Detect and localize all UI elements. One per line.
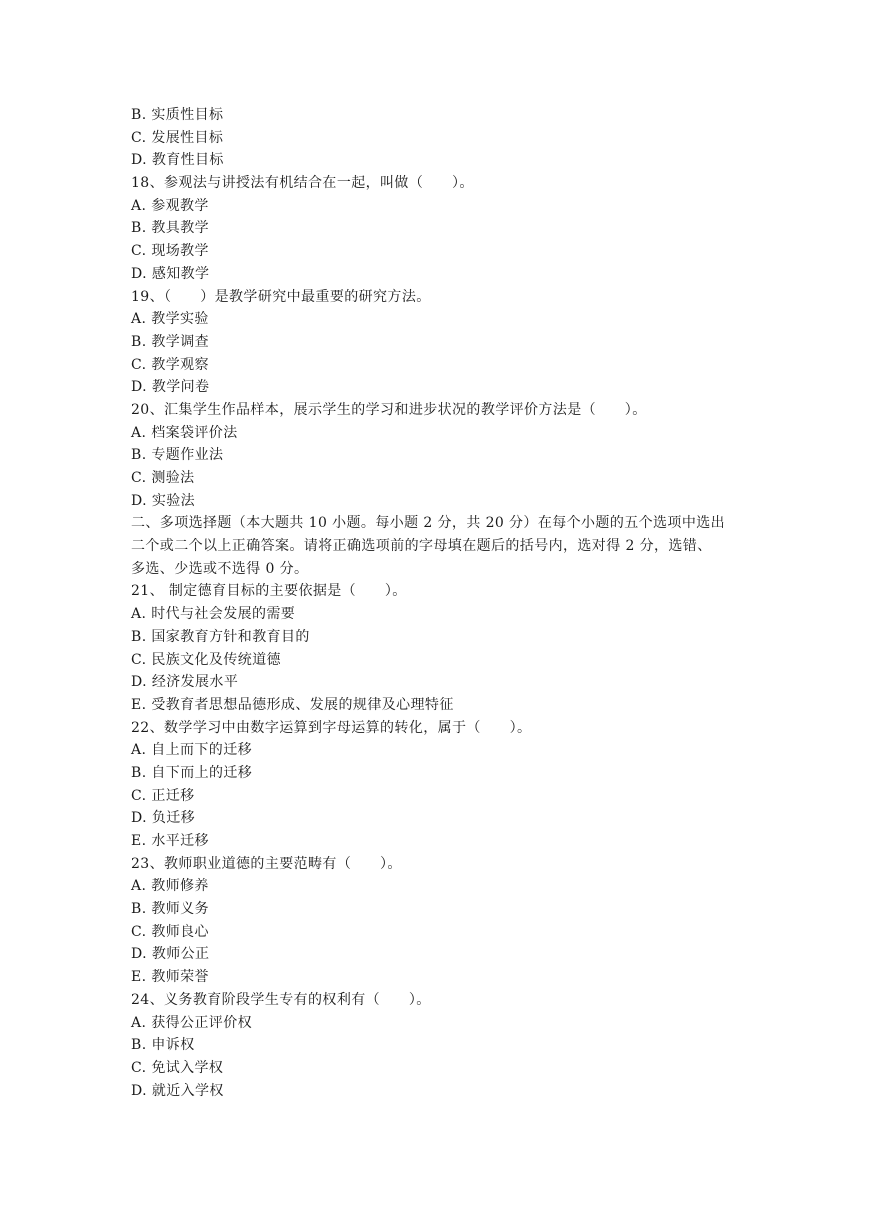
option-line: B. 教具教学 — [131, 220, 209, 237]
question-19: 19、（ ）是教学研究中最重要的研究方法。 — [131, 288, 431, 305]
question-23: 23、教师职业道德的主要范畴有（ ）。 — [131, 855, 402, 872]
question-21: 21、 制定德育目标的主要依据是（ ）。 — [131, 583, 407, 600]
option-line: E. 教师荣誉 — [131, 969, 209, 986]
option-line: D. 实验法 — [131, 492, 196, 509]
option-line: D. 经济发展水平 — [131, 674, 239, 691]
option-line: C. 教学观察 — [131, 356, 209, 373]
option-line: E. 水平迁移 — [131, 833, 209, 849]
option-line: D. 感知教学 — [131, 265, 210, 282]
option-line: D. 负迁移 — [131, 810, 196, 827]
option-line: B. 申诉权 — [131, 1037, 195, 1054]
option-line: C. 教师良心 — [131, 923, 209, 940]
option-line: B. 教师义务 — [131, 901, 209, 918]
section-heading-line: 二个或二个以上正确答案。请将正确选项前的字母填在题后的括号内，选对得 2 分，选错、 — [131, 538, 712, 555]
section-heading-line: 多选、少选或不选得 0 分。 — [131, 560, 309, 577]
option-line: D. 教育性目标 — [131, 152, 224, 169]
option-line: D. 教师公正 — [131, 946, 210, 963]
document-page — [131, 104, 771, 1102]
option-line: C. 现场教学 — [131, 243, 209, 260]
option-line: A. 时代与社会发展的需要 — [131, 606, 296, 623]
question-18: 18、参观法与讲授法有机结合在一起，叫做（ ）。 — [131, 175, 474, 192]
option-line: D. 教学问卷 — [131, 379, 210, 396]
question-20: 20、汇集学生作品样本，展示学生的学习和进步状况的教学评价方法是（ ）。 — [131, 401, 647, 418]
question-22: 22、数学学习中由数字运算到字母运算的转化，属于（ ）。 — [131, 719, 532, 736]
option-line: A. 教师修养 — [131, 878, 209, 895]
option-line: A. 教学实验 — [131, 311, 209, 328]
option-line: B. 专题作业法 — [131, 447, 224, 464]
option-line: A. 获得公正评价权 — [131, 1014, 253, 1031]
option-line: B. 实质性目标 — [131, 107, 224, 123]
option-line: C. 测验法 — [131, 470, 195, 486]
question-24: 24、义务教育阶段学生专有的权利有（ ）。 — [131, 991, 431, 1008]
option-line: A. 自上而下的迁移 — [131, 742, 253, 759]
option-line: C. 免试入学权 — [131, 1059, 224, 1076]
option-line: B. 教学调查 — [131, 333, 209, 350]
option-line: E. 受教育者思想品德形成、发展的规律及心理特征 — [131, 696, 454, 713]
option-line: D. 就近入学权 — [131, 1082, 224, 1099]
option-line: C. 正迁移 — [131, 787, 195, 804]
option-line: B. 自下而上的迁移 — [131, 764, 253, 781]
option-line: C. 发展性目标 — [131, 129, 224, 146]
option-line: B. 国家教育方针和教育目的 — [131, 628, 310, 645]
option-line: A. 档案袋评价法 — [131, 424, 238, 441]
option-line: A. 参观教学 — [131, 197, 209, 214]
section-heading-line: 二、多项选择题（本大题共 10 小题。每小题 2 分，共 20 分）在每个小题的五个选项中选出 — [131, 515, 726, 532]
option-line: C. 民族文化及传统道德 — [131, 651, 281, 668]
